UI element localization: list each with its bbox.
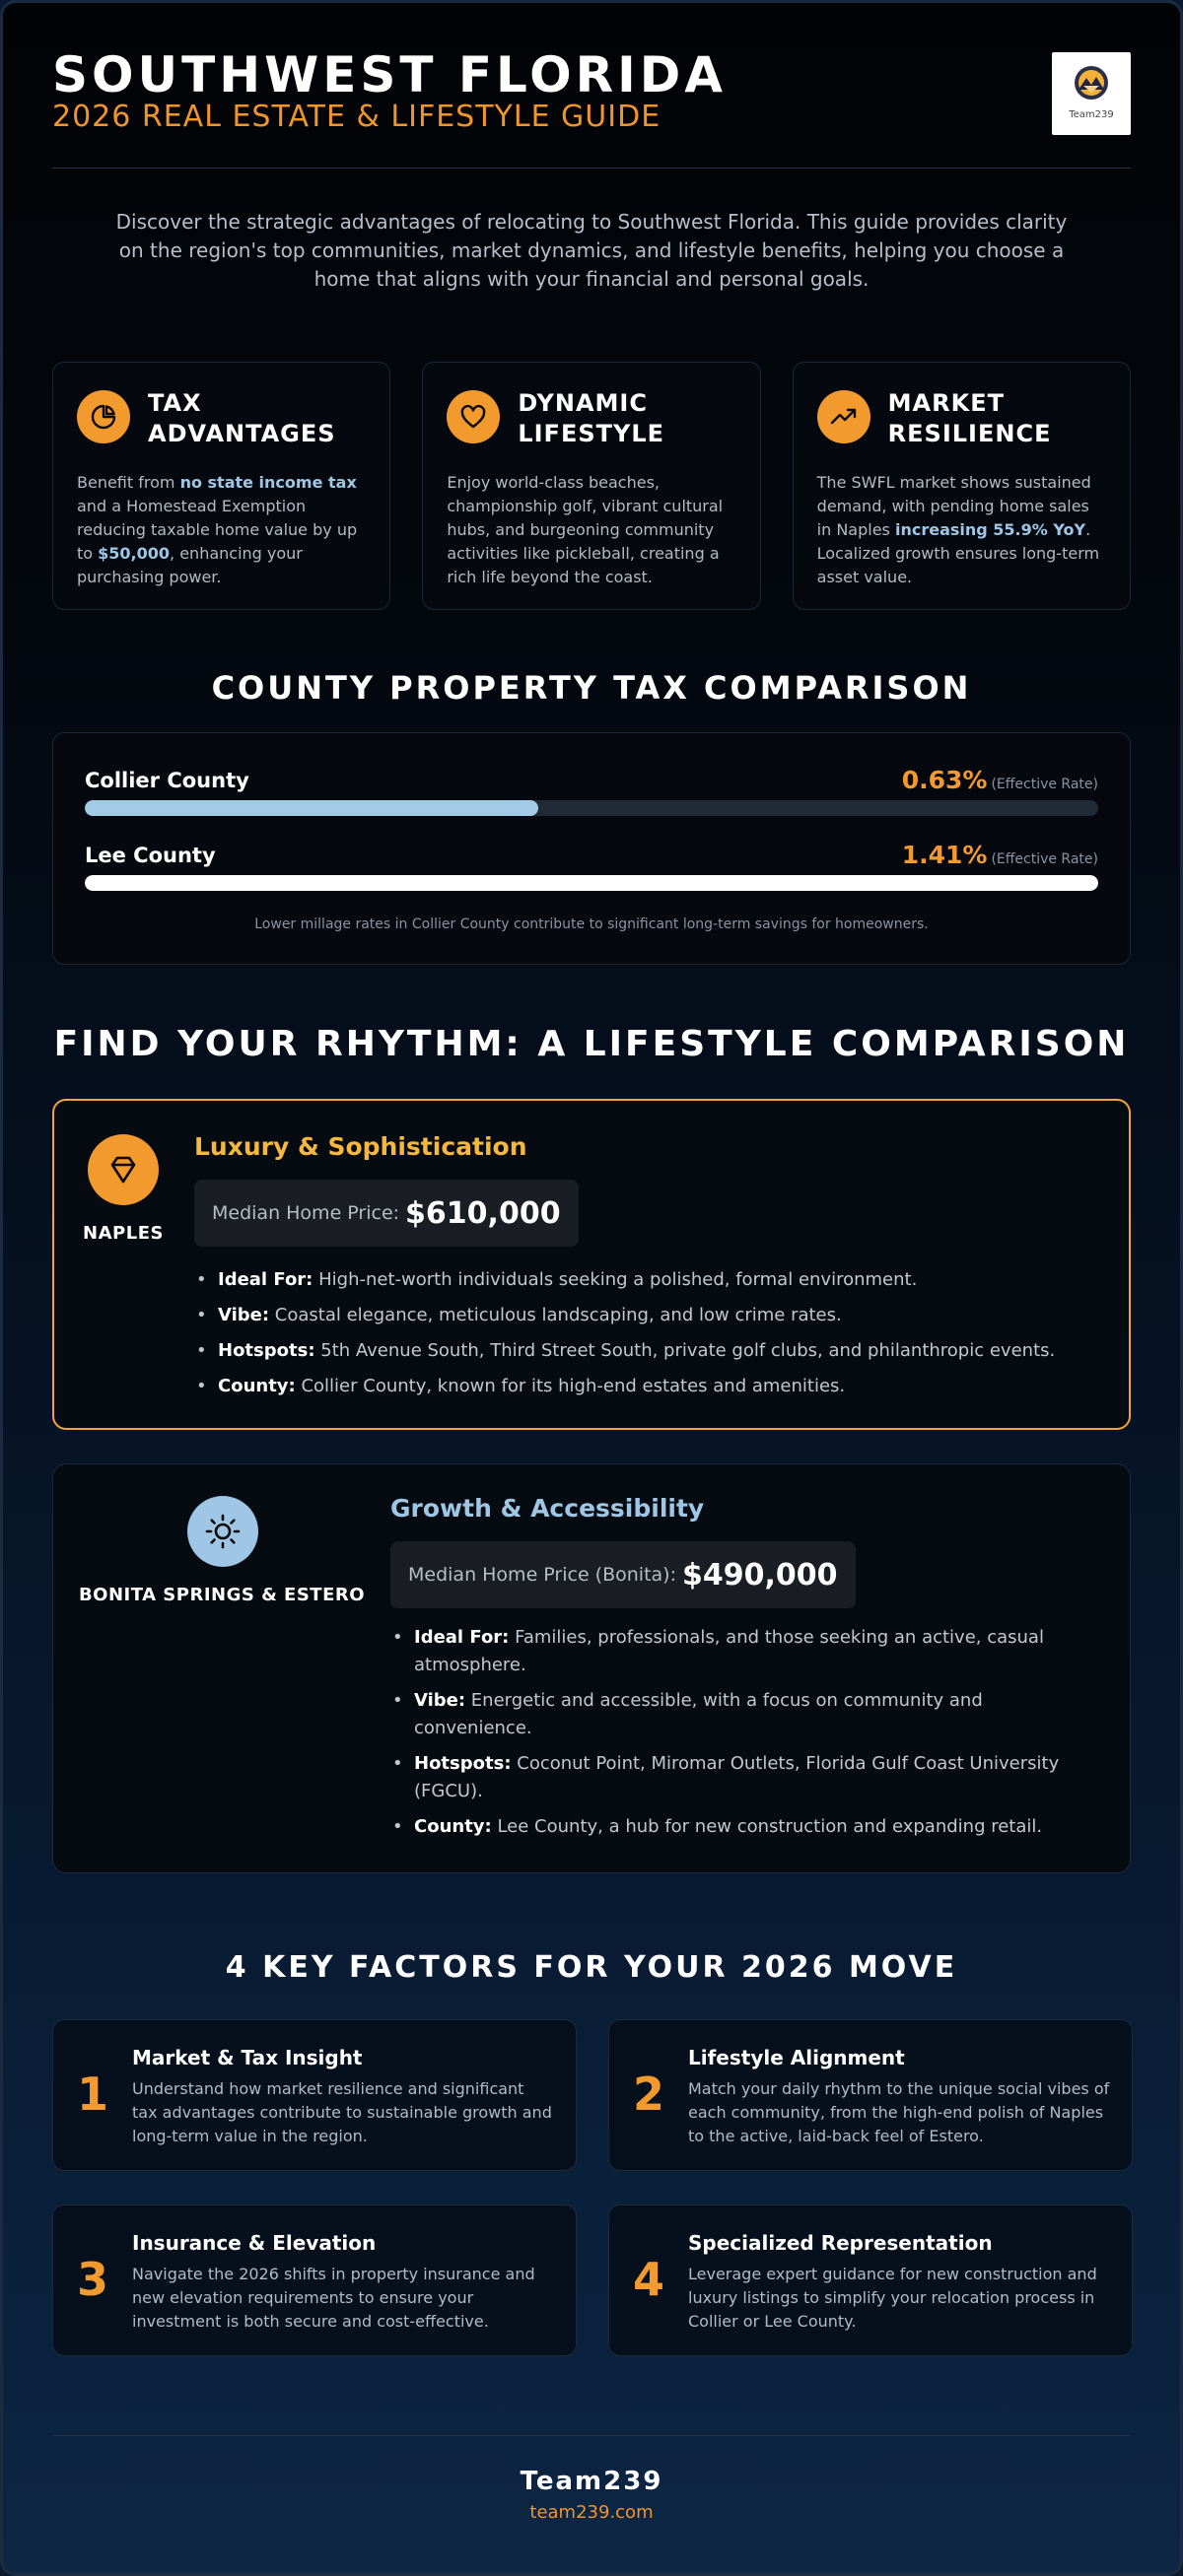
list-item: • Vibe: Coastal elegance, meticulous landscaping, and low crime rates. bbox=[194, 1298, 1099, 1333]
county-rate: 1.41% (Effective Rate) bbox=[901, 841, 1098, 869]
tax-section-heading: COUNTY PROPERTY TAX COMPARISON bbox=[211, 669, 972, 707]
lifestyle-section-heading: FIND YOUR RHYTHM: A LIFESTYLE COMPARISON bbox=[53, 1024, 1130, 1064]
footer-brand: Team239 bbox=[520, 2467, 663, 2496]
benefit-card-market bbox=[793, 362, 1131, 610]
list-item: • Ideal For: High-net-worth individuals seeking a polished, formal environment. bbox=[194, 1262, 1099, 1298]
median-price-value: $610,000 bbox=[405, 1195, 561, 1231]
community-card-naples bbox=[52, 1099, 1131, 1430]
factor-card bbox=[608, 2204, 1133, 2356]
list-item: • Hotspots: Coconut Point, Miromar Outlets, Florida Gulf Coast University (FGCU). bbox=[390, 1750, 1090, 1805]
factor-number: 3 bbox=[77, 2253, 109, 2306]
benefit-text: The SWFL market shows sustained demand, with pending home sales in Naples increasing 55.9% YoY. Localized growth ensures long-term asset value. bbox=[816, 473, 1100, 586]
community-name: BONITA SPRINGS & ESTERO bbox=[78, 1585, 366, 1605]
factor-title: Specialized Representation bbox=[688, 2231, 993, 2255]
community-card-bonita-estero bbox=[52, 1463, 1131, 1873]
trending-up-icon bbox=[817, 390, 870, 443]
factor-number: 1 bbox=[77, 2068, 109, 2121]
tax-note: Lower millage rates in Collier County contribute to significant long-term savings for homeowners. bbox=[254, 916, 929, 932]
benefit-card-tax bbox=[52, 362, 390, 610]
median-price-label: Median Home Price: bbox=[212, 1202, 400, 1224]
footer-website-link[interactable]: team239.com bbox=[529, 2502, 654, 2523]
page-title: SOUTHWEST FLORIDA bbox=[52, 46, 727, 103]
sun-icon bbox=[187, 1496, 258, 1567]
factor-title: Lifestyle Alignment bbox=[688, 2046, 905, 2069]
community-details bbox=[390, 1624, 1090, 1849]
factor-description: Leverage expert guidance for new construction and luxury listings to simplify your relocation process in Collier or Lee County. bbox=[688, 2265, 1097, 2331]
factor-card bbox=[52, 2204, 577, 2356]
intro-paragraph: Discover the strategic advantages of relocating to Southwest Florida. This guide provides clarity on the region's top communities, market dynamics, and lifestyle benefits, helping you choose a home that aligns with your financial and personal goals. bbox=[115, 210, 1068, 291]
median-price-label: Median Home Price (Bonita): bbox=[408, 1564, 676, 1586]
benefit-text: Enjoy world-class beaches, championship golf, vibrant cultural hubs, and burgeoning community activities like pickleball, creating a rich life beyond the coast. bbox=[447, 473, 724, 586]
tax-rate-bar-fill bbox=[85, 875, 1098, 891]
house-mountain-logo-icon bbox=[1073, 64, 1110, 102]
community-details bbox=[194, 1262, 1099, 1404]
list-item: • County: Collier County, known for its high-end estates and amenities. bbox=[194, 1369, 1099, 1404]
header bbox=[52, 3, 1131, 169]
factor-card bbox=[52, 2019, 577, 2171]
page-subtitle: 2026 REAL ESTATE & LIFESTYLE GUIDE bbox=[52, 100, 661, 134]
county-name: Collier County bbox=[85, 769, 249, 792]
median-price-value: $490,000 bbox=[681, 1557, 838, 1593]
benefit-text: Benefit from no state income tax and a Homestead Exemption reducing taxable home value by up to $50,000, enhancing your purchasing power. bbox=[77, 473, 358, 586]
factors-section-heading: 4 KEY FACTORS FOR YOUR 2026 MOVE bbox=[225, 1950, 958, 1985]
county-name: Lee County bbox=[85, 844, 216, 867]
benefit-cards bbox=[52, 362, 1131, 610]
factor-description: Navigate the 2026 shifts in property insurance and new elevation requirements to ensure your investment is both secure and cost-effective. bbox=[132, 2265, 535, 2331]
team239-logo bbox=[1052, 52, 1131, 135]
logo-text: Team239 bbox=[1069, 109, 1114, 120]
factor-description: Understand how market resilience and significant tax advantages contribute to sustainable growth and long-term value in the region. bbox=[132, 2079, 552, 2145]
benefit-title: DYNAMIC LIFESTYLE bbox=[518, 389, 665, 447]
community-headline: Growth & Accessibility bbox=[390, 1494, 705, 1523]
tax-rate-bar-fill bbox=[85, 800, 538, 816]
footer-divider bbox=[52, 2435, 1131, 2436]
county-rate: 0.63% (Effective Rate) bbox=[901, 766, 1098, 794]
factor-card bbox=[608, 2019, 1133, 2171]
pie-chart-icon bbox=[77, 390, 130, 443]
list-item: • County: Lee County, a hub for new construction and expanding retail. bbox=[390, 1813, 1090, 1841]
community-name: NAPLES bbox=[83, 1223, 164, 1244]
list-item: • Hotspots: 5th Avenue South, Third Street South, private golf clubs, and philanthropic events. bbox=[194, 1333, 1099, 1369]
tax-rate-bar bbox=[85, 800, 1098, 816]
median-price-box bbox=[194, 1180, 579, 1247]
factor-number: 4 bbox=[633, 2253, 665, 2306]
factor-title: Market & Tax Insight bbox=[132, 2046, 363, 2069]
tax-comparison-panel bbox=[52, 732, 1131, 965]
benefit-card-lifestyle bbox=[422, 362, 760, 610]
factor-description: Match your daily rhythm to the unique social vibes of each community, from the high-end polish of Naples to the active, laid-back feel of Estero. bbox=[688, 2079, 1110, 2145]
median-price-box bbox=[390, 1541, 856, 1608]
benefit-title: MARKET RESILIENCE bbox=[887, 389, 1052, 447]
list-item: • Ideal For: Families, professionals, and those seeking an active, casual atmosphere. bbox=[390, 1624, 1090, 1679]
heart-icon bbox=[447, 390, 500, 443]
benefit-title: TAX ADVANTAGES bbox=[148, 389, 336, 447]
factor-number: 2 bbox=[633, 2068, 665, 2121]
factor-title: Insurance & Elevation bbox=[132, 2231, 377, 2255]
community-headline: Luxury & Sophistication bbox=[194, 1132, 527, 1161]
diamond-icon bbox=[88, 1134, 159, 1205]
list-item: • Vibe: Energetic and accessible, with a focus on community and convenience. bbox=[390, 1687, 1090, 1742]
tax-rate-bar bbox=[85, 875, 1098, 891]
